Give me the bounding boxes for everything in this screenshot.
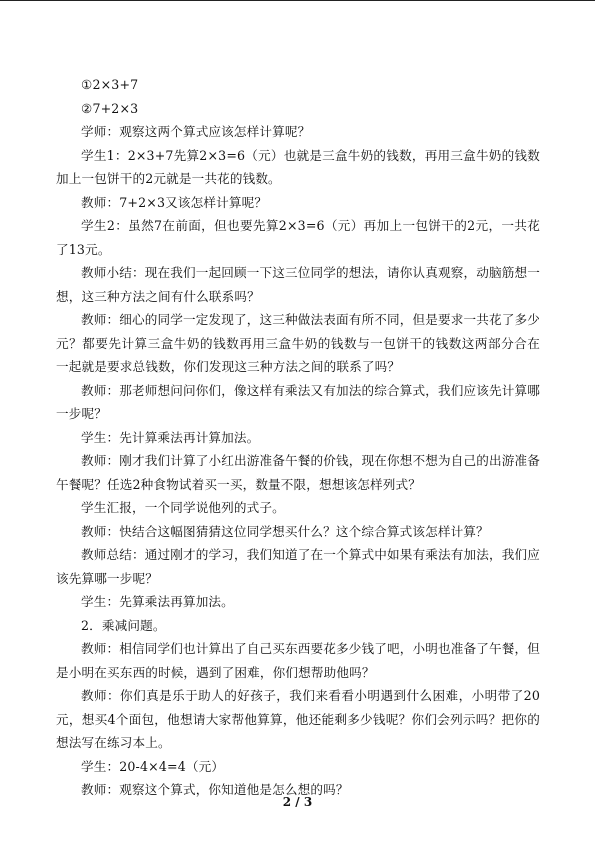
- paragraph: 教师：那老师想问问你们，像这样有乘法又有加法的综合算式，我们应该先计算哪一步呢？: [56, 382, 540, 421]
- paragraph: 教师小结：现在我们一起回顾一下这三位同学的想法，请你认真观察，动脑筋想一想，这三种方法之间有什么联系吗？: [56, 265, 540, 304]
- paragraph: 教师：刚才我们计算了小红出游准备午餐的价钱，现在你想不想为自己的出游准备午餐呢？任选2种食物试着买一买，数量不限，想想该怎样列式？: [56, 453, 540, 492]
- paragraph: ①2×3+7: [81, 77, 139, 92]
- paragraph: ②7+2×3: [81, 100, 139, 116]
- paragraph: 教师：你们真是乐于助人的好孩子，我们来看看小明遇到什么困难，小明带了20元，想买4个面包，他想请大家帮他算算，他还能剩多少钱呢？你们会列示吗？把你的想法写在练习本上。: [56, 688, 540, 750]
- page-number: 2 / 3: [282, 795, 313, 809]
- paragraph: 教师总结：通过刚才的学习，我们知道了在一个算式中如果有乘法有加法，我们应该先算哪一步呢？: [56, 547, 540, 586]
- paragraph: 学生：先算乘法再算加法。: [81, 594, 234, 609]
- paragraph: 教师：相信同学们也计算出了自己买东西要花多少钱了吧，小明也准备了午餐，但是小明在买东西的时候，遇到了困难，你们想帮助他吗？: [56, 641, 540, 680]
- paragraph: 教师：7+2×3又该怎样计算呢？: [81, 194, 268, 210]
- document-body: [56, 73, 540, 802]
- header-rule: [0, 0, 595, 1]
- paragraph: 教师：观察这个算式，你知道他是怎么想的吗？: [81, 782, 349, 797]
- paragraph: 学生2：虽然7在前面，但也要先算2×3=6（元）再加上一包饼干的2元，一共花了13元。: [56, 218, 540, 257]
- paragraph: 学生：先计算乘法再计算加法。: [81, 429, 260, 445]
- section-heading: 2．乘减问题。: [81, 617, 166, 633]
- paragraph: 学师：观察这两个算式应该怎样计算呢？: [81, 124, 311, 139]
- paragraph: 学生：20-4×4=4（元）: [81, 758, 225, 774]
- paragraph: 教师：快结合这幅图猜猜这位同学想买什么？这个综合算式该怎样计算？: [81, 523, 489, 539]
- paragraph: 学生汇报，一个同学说他列的式子。: [81, 500, 285, 515]
- paragraph: 教师：细心的同学一定发现了，这三种做法表面有所不同，但是要求一共花了多少元？都要先计算三盒牛奶的钱数再用三盒牛奶的钱数与一包饼干的钱数这两部分合在一起就是要求总钱数，你们发现这三种方法之间的联系了吗？: [56, 312, 540, 374]
- paragraph: 学生1：2×3+7先算2×3=6（元）也就是三盒牛奶的钱数，再用三盒牛奶的钱数加上一包饼干的2元就是一共花的钱数。: [56, 147, 540, 186]
